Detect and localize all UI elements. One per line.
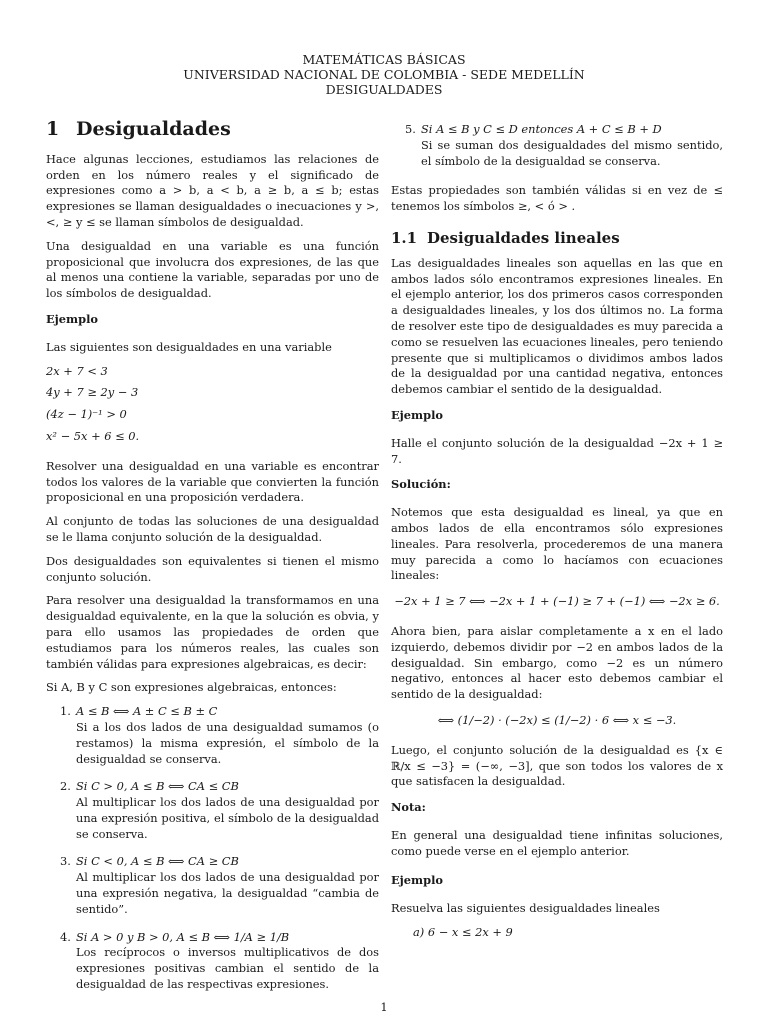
example-equation: 2x + 7 < 3 bbox=[46, 363, 108, 378]
equivalent-paragraph: Dos desigualdades son equivalentes si tienen el mismo conjunto solución. bbox=[46, 553, 379, 584]
subsection-heading bbox=[391, 228, 723, 247]
isolate-paragraph: Ahora bien, para aislar completamente a x en el lado izquierdo, debemos dividir por −2 en ambos lados de la desigualdad. Sin embargo, como −2 es un número negativo, entonces al hacer esto debemos cambiar el sentido de la desigualdad: bbox=[391, 623, 723, 702]
property-description: Si se suman dos desigualdades del mismo sentido, el símbolo de la desigualdad se conserva. bbox=[421, 137, 723, 168]
validity-paragraph: Estas propiedades son también válidas si en vez de ≤ tenemos los símbolos ≥, < ó > . bbox=[391, 183, 723, 214]
right-column bbox=[391, 122, 723, 941]
property-number: 3. bbox=[60, 854, 71, 869]
property-statement: Si C < 0, A ≤ B ⟺ CA ≥ CB bbox=[76, 854, 239, 869]
property-description: Si a los dos lados de una desigualdad sumamos (o restamos) la misma expresión, el símbolo de la desigualdad se conserva. bbox=[76, 719, 379, 766]
course-title: MATEMÁTICAS BÁSICAS bbox=[302, 52, 466, 67]
example-label: Ejemplo bbox=[391, 873, 443, 888]
solution-set-paragraph: Luego, el conjunto solución de la desigualdad es {x ∈ ℝ/x ≤ −3} = (−∞, −3], que son todos los valores de x que satisfacen la desigualdad. bbox=[391, 742, 723, 789]
property-item bbox=[46, 930, 379, 993]
document-header bbox=[0, 52, 768, 97]
property-description: Los recíprocos o inversos multiplicativos de dos expresiones positivas cambian el sentido de la desigualdad de las respectivas expresiones. bbox=[76, 945, 379, 992]
solution-paragraph: Notemos que esta desigualdad es lineal, ya que en ambos lados de ella encontramos sólo expresiones lineales. Para resolverla, procederemos de una manera muy parecida a como lo hacíamos con ecuaciones lineales: bbox=[391, 505, 723, 583]
example-statement: Halle el conjunto solución de la desigualdad −2x + 1 ≥ 7. bbox=[391, 435, 723, 466]
property-description: Al multiplicar los dos lados de una desigualdad por una expresión negativa, la desigualdad “cambia de sentido”. bbox=[76, 870, 379, 916]
example-equation: (4z − 1)⁻¹ > 0 bbox=[46, 407, 127, 422]
example-label: Ejemplo bbox=[391, 407, 443, 422]
note-paragraph: En general una desigualdad tiene infinitas soluciones, como puede verse en el ejemplo anterior. bbox=[391, 827, 723, 858]
subsection-number: 1.1 bbox=[391, 228, 418, 247]
university-name: UNIVERSIDAD NACIONAL DE COLOMBIA - SEDE MEDELLÍN bbox=[183, 67, 585, 82]
page-number: 1 bbox=[380, 1000, 388, 1014]
section-number: 1 bbox=[46, 118, 60, 140]
resolve-paragraph: Resolver una desigualdad en una variable es encontrar todos los valores de la variable que convierten la función proposicional en una proposición verdadera. bbox=[46, 458, 379, 505]
exercise-intro: Resuelva las siguientes desigualdades lineales bbox=[391, 901, 660, 916]
property-item bbox=[46, 779, 379, 842]
subsection-title: Desigualdades lineales bbox=[427, 228, 620, 247]
properties-intro: Si A, B y C son expresiones algebraicas, entonces: bbox=[46, 680, 337, 695]
property-number: 5. bbox=[405, 122, 416, 136]
property-statement: Si A ≤ B y C ≤ D entonces A + C ≤ B + D bbox=[421, 122, 662, 136]
example-intro: Las siguientes son desigualdades en una variable bbox=[46, 339, 332, 354]
example-equation: x² − 5x + 6 ≤ 0. bbox=[46, 428, 140, 443]
property-number: 1. bbox=[60, 704, 71, 719]
property-statement: Si C > 0, A ≤ B ⟺ CA ≤ CB bbox=[76, 779, 239, 794]
division-equation: ⟺ (1/−2) · (−2x) ≤ (1/−2) · 6 ⟺ x ≤ −3. bbox=[437, 712, 677, 727]
topic-title: DESIGUALDADES bbox=[325, 82, 443, 97]
solution-label: Solución: bbox=[391, 477, 451, 492]
property-description: Al multiplicar los dos lados de una desigualdad por una expresión positiva, el símbolo de la desigualdad se conserva. bbox=[76, 795, 379, 841]
property-number: 2. bbox=[60, 779, 71, 794]
definition-paragraph: Una desigualdad en una variable es una función proposicional que involucra dos expresiones, de las que al menos una contiene la variable, separadas por uno de los símbolos de desigualdad. bbox=[46, 238, 379, 301]
linear-paragraph: Las desigualdades lineales son aquellas en las que en ambos lados sólo encontramos expresiones lineales. En el ejemplo anterior, los dos primeros casos corresponden a desigualdades lineales, y los dos últimos no. La forma de resolver este tipo de desigualdades es muy parecida a como se resuelven las ecuaciones lineales, pero teniendo presente que si multiplicamos o dividimos ambos lados de la desigualdad por una cantidad negativa, entonces debemos cambiar el sentido de la desigualdad. bbox=[391, 255, 723, 397]
property-item bbox=[46, 854, 379, 917]
example-equation: 4y + 7 ≥ 2y − 3 bbox=[46, 385, 139, 400]
property-statement: A ≤ B ⟺ A ± C ≤ B ± C bbox=[76, 704, 218, 719]
intro-paragraph: Hace algunas lecciones, estudiamos las relaciones de orden en los número reales y el significado de expresiones como a > b, a < b, a ≥ b, a ≤ b; estas expresiones se llaman desigualdades o inecuaciones y >, <, ≥ y ≤ se llaman símbolos de desigualdad. bbox=[46, 151, 379, 229]
note-label: Nota: bbox=[391, 800, 426, 815]
section-title: Desigualdades bbox=[76, 118, 231, 140]
section-heading bbox=[46, 118, 379, 140]
solution-set-paragraph: Al conjunto de todas las soluciones de una desigualdad se le llama conjunto solución de la desigualdad. bbox=[46, 514, 379, 544]
solution-equation: −2x + 1 ≥ 7 ⟺ −2x + 1 + (−1) ≥ 7 + (−1) ⟺ −2x ≥ 6. bbox=[394, 594, 720, 609]
property-statement: Si A > 0 y B > 0, A ≤ B ⟺ 1/A ≥ 1/B bbox=[76, 929, 290, 944]
property-number: 4. bbox=[60, 929, 71, 944]
example-label: Ejemplo bbox=[46, 311, 98, 326]
property-item bbox=[391, 122, 723, 169]
left-column bbox=[46, 118, 379, 1005]
property-item bbox=[46, 704, 379, 767]
exercise-item: a) 6 − x ≤ 2x + 9 bbox=[413, 925, 513, 940]
method-paragraph: Para resolver una desigualdad la transformamos en una desigualdad equivalente, en la que la solución es obvia, y para ello usamos las propiedades de orden que estudiamos para los números reales, las cuales son también válidas para expresiones algebraicas, es decir: bbox=[46, 593, 379, 671]
